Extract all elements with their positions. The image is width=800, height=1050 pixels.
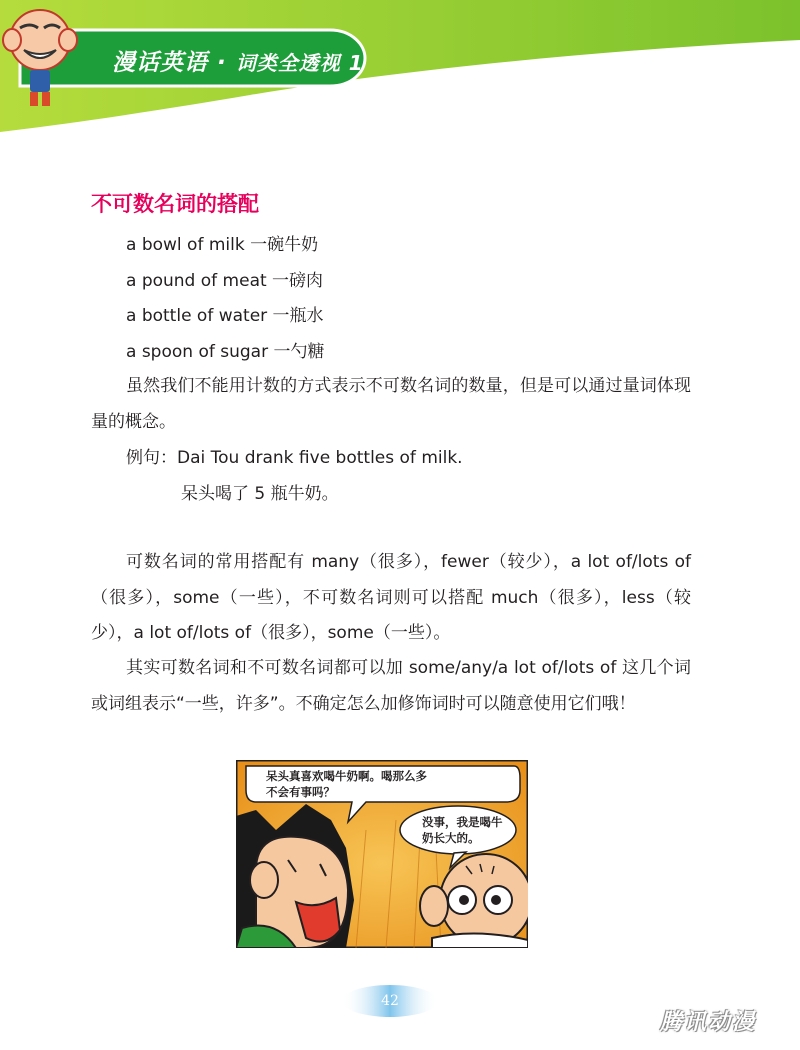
page-number: 42	[381, 993, 399, 1009]
example-label: 例句：	[126, 448, 177, 468]
series-title: 漫话英语 · 词类全透视 1	[112, 50, 364, 76]
speech-bubble-2: 没事，我是喝牛 奶长大的。	[422, 815, 503, 845]
mascot-character-icon	[0, 0, 80, 110]
paragraph-measure-words: 虽然我们不能用计数的方式表示不可数名词的数量，但是可以通过量词体现量的概念。	[91, 376, 691, 432]
phrase-item: a spoon of sugar 一勺糖	[126, 342, 325, 362]
phrase-item: a bottle of water 一瓶水	[126, 306, 324, 326]
speech-bubble-1: 呆头真喜欢喝牛奶啊。喝那么多 不会有事吗？	[266, 769, 427, 799]
paragraph-collocations: 可数名词的常用搭配有 many（很多），fewer（较少），a lot of/lots of（很多），some（一些），不可数名词则可以搭配 much（很多），less（较少），a lot of/lots of（很多），some（一些）。	[91, 552, 691, 643]
page-header	[0, 0, 800, 140]
phrase-item: a pound of meat 一磅肉	[126, 271, 324, 291]
example-sentence	[126, 446, 463, 470]
paragraph-some-any: 其实可数名词和不可数名词都可以加 some/any/a lot of/lots of 这几个词或词组表示“一些，许多”。不确定怎么加修饰词时可以随意使用它们哦！	[91, 658, 691, 714]
phrase-item: a bowl of milk 一碗牛奶	[126, 235, 319, 255]
watermark-logo: 腾讯动漫	[660, 1010, 757, 1035]
example-english: Dai Tou drank five bottles of milk.	[177, 448, 463, 468]
section-heading: 不可数名词的搭配	[91, 192, 259, 216]
example-translation: 呆头喝了 5 瓶牛奶。	[181, 484, 339, 504]
comic-panel	[236, 760, 528, 948]
